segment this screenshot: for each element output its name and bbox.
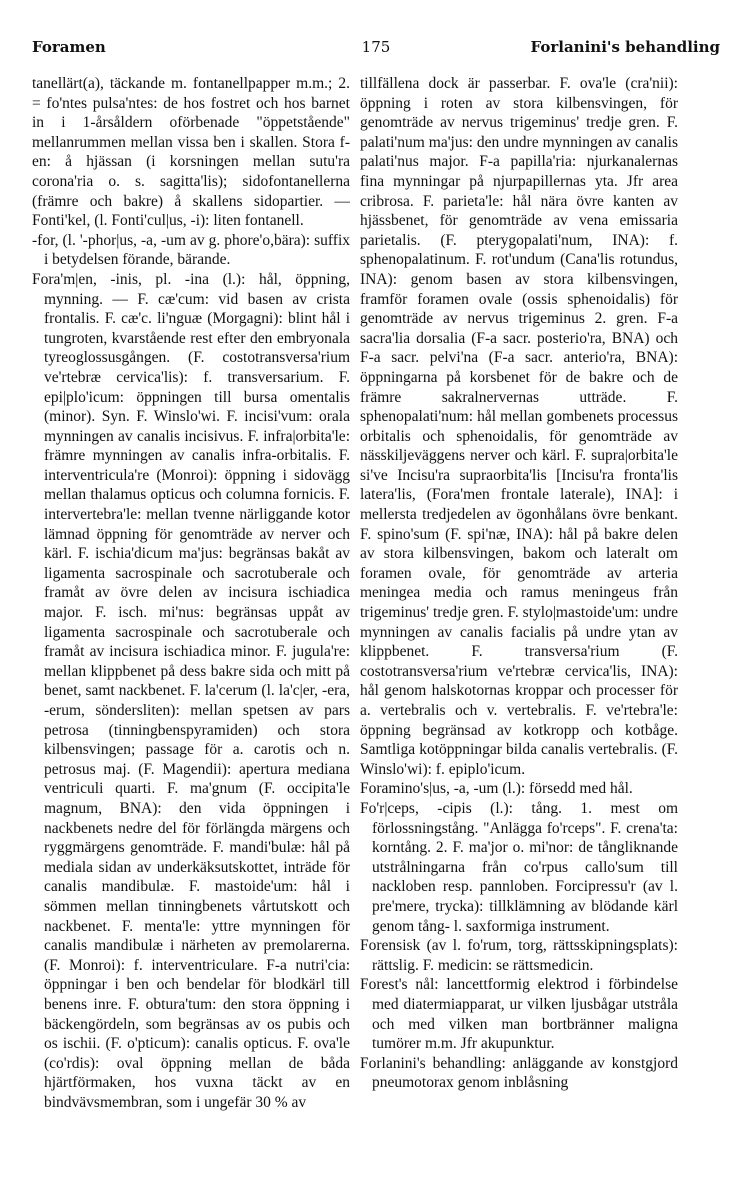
dictionary-entry: tanellärt(a), täckande m. fontanellpapper m.m.; 2. = fo'ntes pulsa'ntes: de hos fostret och hos barnet in i 1-årsåldern oförbenade "öppetstående" mellanrummen mellan vissa ben i skallen. Stora f-en: å hjässan (i korsningen mellan sutu'ra corona'ria o. s. sagitta'lis); sidofontanellerna (främre och bakre) å skallens sidopartier. — Fonti'kel, (l. Fonti'cul|us, -i): liten fontanell. (32, 75, 350, 230)
left-column (32, 74, 350, 1154)
dictionary-entry: Forensisk (av l. fo'rum, torg, rättsskipningsplats): rättslig. F. medicin: se rättsmedicin. (360, 937, 678, 974)
header-guide-word-right: Forlanini's behandling (530, 38, 720, 56)
dictionary-entry: -for, (l. '-phor|us, -a, -um av g. phore'o,bära): suffix i betydelsen förande, bärande. (32, 231, 350, 269)
dictionary-entry: Forlanini's behandling: anläggande av konstgjord pneumotorax genom inblåsning (360, 1054, 678, 1092)
dictionary-entry: Fora'm|en, -inis, pl. -ina (l.): hål, öppning, mynning. — F. cæ'cum: vid basen av crista frontalis. F. cæ'c. li'nguæ (Morgagni): blint hål i tungroten, kvarstående rest efter den embryonala tyreoglossusgången. (F. costotransversa'rium ve'rtebræ cervica'lis): f. transversarium. F. epi|plo'icum: öppningen till bursa omentalis (minor). Syn. F. Winslo'wi. F. incisi'vum: orala mynningen av canalis incisivus. F. infra|orbita'le: främre mynningen av canalis infra-orbitalis. F. interventricula're (Monroi): öppning i sidovägg mellan thalamus opticus och columna fornicis. F. intervertebra'le: mellan tvenne närliggande kotor lämnad öppning för genomträde av nerver och kärl. F. ischia'dicum ma'jus: begränsas bakåt av ligamenta sacrospinale och sacrotuberale och framåt av övre delen av incisura ischiadica major. F. isch. mi'nus: begränsas uppåt av ligamenta sacrospinale och sacrotuberale och framåt av incisura ischiadica minor. F. jugula're: mellan klippbenet på dess bakre sida och mitt på benet, samt nackbenet. F. la'cerum (l. la'c|er, -era, -erum, söndersliten): mellan spetsen av pars petrosa (tinningbenspyramiden) och stora kilbensvingen; passage för a. carotis och n. petrosus maj. (F. Magendii): apertura mediana ventriculi quarti. F. ma'gnum (F. occipita'le magnum, BNA): den vida öppningen i nackbenets nedre del för förlängda märgens och ryggmärgens genomträde. F. mandi'bulæ: hål på mediala sidan av underkäksutskottet, inträde för canalis mandibulæ. F. mastoide'um: hål i sömmen mellan tinningbenets vårtutskott och nackbenet. F. menta'le: yttre mynningen för canalis mandibulæ i närheten av premolarerna. (F. Monroi): f. interventriculare. F-a nutri'cia: öppningar i ben och bendelar för blodkärl till benens inre. F. obtura'tum: den stora öppning i bäckengördeln, som begränsas av os pubis och os ischii. (F. o'pticum): canalis opticus. F. ova'le (co'rdis): oval öppning mellan de båda hjärtförmaken, hos vuxna täckt av en bindvävsmembran, som i ungefär 30 % av (32, 270, 350, 1111)
dictionary-entry: Foramino's|us, -a, -um (l.): försedd med hål. (360, 780, 633, 798)
right-column (360, 74, 678, 1154)
page-header (32, 38, 720, 60)
dictionary-entry: Forest's nål: lancettformig elektrod i förbindelse med diatermiapparat, ur vilken ljusbågar utstråla och med vilken man bortbränner maligna tumörer m.m. Jfr akupunktur. (360, 976, 678, 1053)
dictionary-entry: Fo'r|ceps, -cipis (l.): tång. 1. mest om förlossningstång. "Anlägga fo'rceps". F. crena'ta: korntång. 2. F. ma'jor o. mi'nor: de tångliknande utstrålningarna från co'rpus callo'sum till nackloben resp. pannloben. Forcipressu'r (av l. pre'mere, trycka): tillklämning av blödande kärl genom tång- l. saxformiga instrument. (360, 799, 678, 935)
page-number: 175 (361, 38, 391, 56)
dictionary-entry: tillfällena dock är passerbar. F. ova'le (cra'nii): öppning i roten av stora kilbensvingen, för genomträde av nervus trigeminus' tredje gren. F. palati'num ma'jus: den undre mynningen av canalis palati'nus major. F-a papilla'ria: njurkanalernas fina mynningar på njurpapillernas yta. Jfr area cribrosa. F. parieta'le: hål nära övre kanten av hjässbenet, för genomträde av vena emissaria parietalis. (F. pterygopalati'num, INA): f. sphenopalatinum. F. rot'undum (Cana'lis rotundus, INA): genom basen av stora kilbensvingen, framför foramen ovale (ossis sphenoidalis) för genomträde av nervus trigeminus 2. gren. F-a sacra'lia dorsalia (F-a sacr. posterio'ra, BNA) och F-a sacr. pelvi'na (F-a sacr. anterio'ra, BNA): öppningarna på korsbenet för de bakre och de främre sakralnervernas utträde. F. sphenopalati'num: hål mellan gombenets processus orbitalis och sphenoidalis, för genomträde av nässkiljeväggens nerver och kärl. F. supra|orbita'le si've Incisu'ra supraorbita'lis [Incisu'ra fronta'lis latera'lis, (Fora'men frontale laterale), INA]: i mellersta tredjedelen av ögonhålans övre benkant. F. spino'sum (F. spi'næ, INA): hål på bakre delen av stora kilbensvingen, bakom och lateralt om foramen ovale, för genomträde av arteria meningea media och ramus meningeus från trigeminus' tredje gren. F. stylo|mastoide'um: undre mynningen av canalis facialis på undre ytan av klippbenet. F. transversa'rium (F. costotransversa'rium ve'rtebræ cervica'lis, INA): hål genom halskotornas kroppar och processer för a. vertebralis och v. vertebralis. F. ve'rtebra'le: öppning begränsad av kotkropp och kotbåge. Samtliga kotöppningar bilda canalis vertebralis. (F. Winslo'wi): f. epiplo'icum. (360, 75, 678, 778)
header-guide-word-left: Foramen (32, 38, 106, 56)
